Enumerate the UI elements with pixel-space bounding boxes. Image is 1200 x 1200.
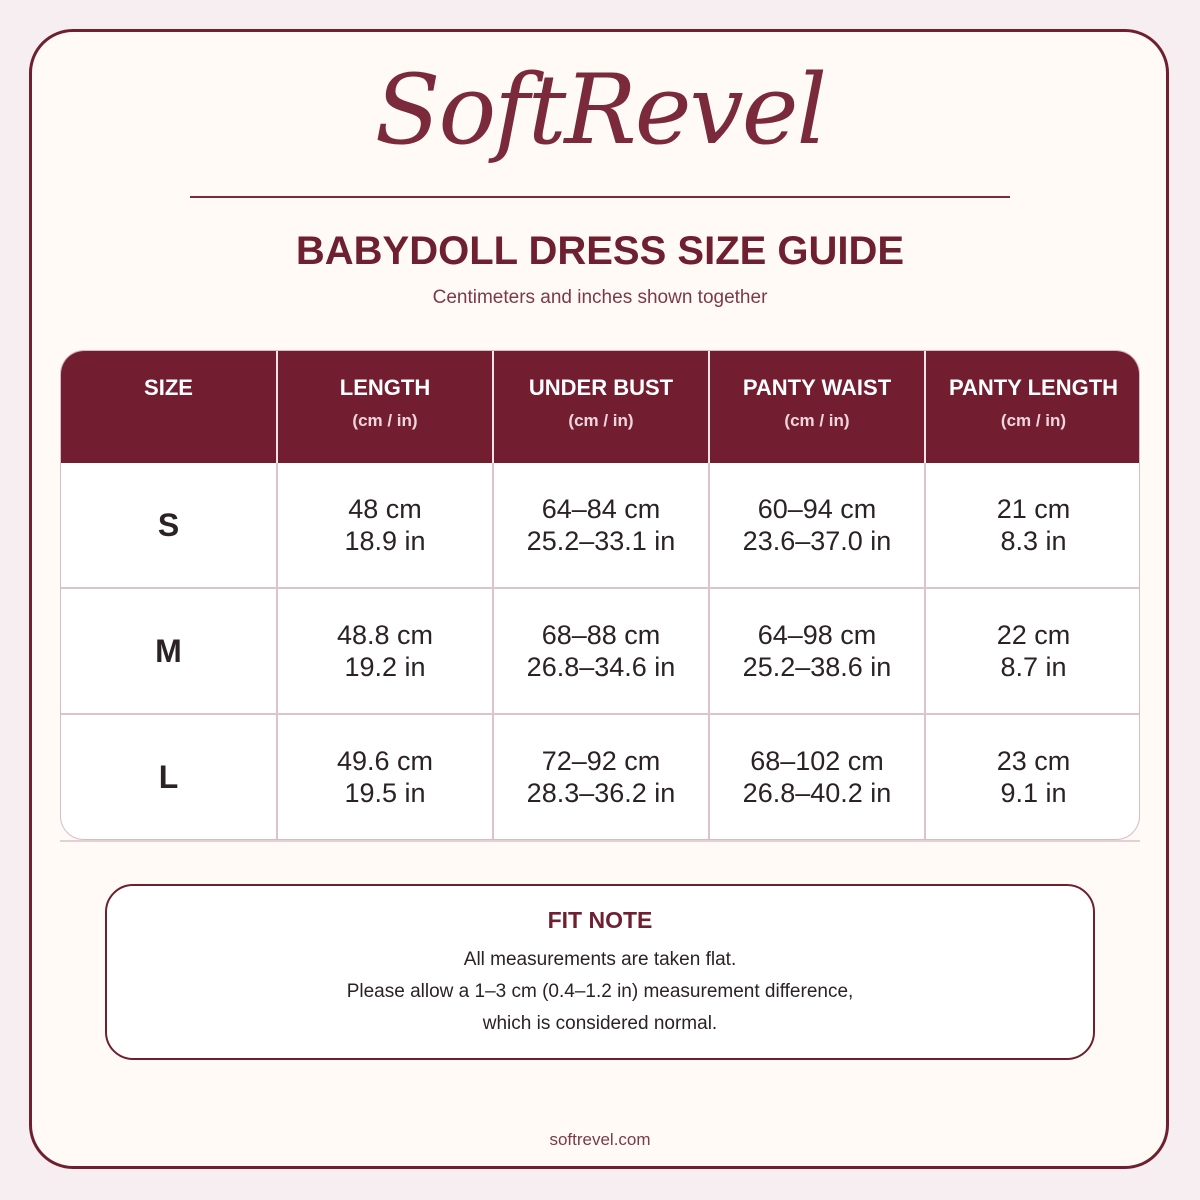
panty-waist-cell (709, 588, 925, 714)
under-bust-cell (493, 714, 709, 839)
value-in: 25.2–33.1 in (526, 526, 676, 556)
column-header-size (61, 351, 277, 463)
page-subtitle: Centimeters and inches shown together (432, 287, 768, 308)
page-title: BABYDOLL DRESS SIZE GUIDE (295, 229, 905, 273)
under-bust-cell (493, 463, 709, 588)
value-in: 25.2–38.6 in (742, 652, 892, 682)
fit-note-line: All measurements are taken flat. (463, 949, 737, 970)
column-header-unit: (cm / in) (352, 411, 418, 430)
header-divider (190, 196, 1010, 198)
size-table (61, 351, 1140, 839)
table-row-s (61, 463, 1140, 588)
table-row-l (61, 714, 1140, 839)
value-cm: 22 cm (996, 620, 1071, 650)
value-in: 8.7 in (1000, 652, 1067, 682)
fit-note-title: FIT NOTE (547, 907, 653, 933)
length-cell (277, 588, 493, 714)
column-header-panty-waist (709, 351, 925, 463)
fit-note-box (105, 884, 1095, 1060)
panty-length-cell (925, 463, 1140, 588)
brand-logo: SoftRevel (374, 54, 826, 166)
column-header-unit: (cm / in) (568, 411, 634, 430)
column-header-length (277, 351, 493, 463)
column-header-panty-length (925, 351, 1140, 463)
value-cm: 48 cm (348, 494, 422, 524)
fit-note-line: which is considered normal. (482, 1013, 718, 1034)
size-cell: M (61, 588, 277, 714)
value-cm: 64–98 cm (757, 620, 877, 650)
length-cell (277, 463, 493, 588)
length-cell (277, 714, 493, 839)
column-header-unit: (cm / in) (1000, 411, 1067, 430)
value-cm: 68–102 cm (750, 746, 884, 776)
value-in: 26.8–34.6 in (526, 652, 676, 682)
size-cell: S (157, 506, 180, 543)
column-header-label: UNDER BUST (528, 375, 674, 400)
panty-length-cell (925, 714, 1140, 839)
value-in: 19.2 in (344, 652, 426, 682)
column-header-label: PANTY LENGTH (948, 375, 1119, 400)
size-table-container (60, 350, 1140, 840)
value-in: 23.6–37.0 in (742, 526, 892, 556)
column-header-label: PANTY WAIST (742, 375, 892, 400)
table-underline (60, 840, 1140, 842)
under-bust-cell (493, 588, 709, 714)
column-header-label: SIZE (144, 375, 193, 400)
value-in: 19.5 in (344, 778, 426, 808)
column-header-label: LENGTH (339, 375, 431, 400)
value-cm: 64–84 cm (541, 494, 661, 524)
panty-length-cell (925, 588, 1140, 714)
fit-note-line: Please allow a 1–3 cm (0.4–1.2 in) measurement difference, (346, 981, 854, 1002)
value-cm: 68–88 cm (541, 620, 661, 650)
value-in: 26.8–40.2 in (742, 778, 892, 808)
table-header-row (61, 351, 1140, 463)
fit-note-text (107, 944, 1093, 1040)
value-cm: 49.6 cm (336, 746, 434, 776)
panty-waist-cell (709, 463, 925, 588)
value-cm: 60–94 cm (757, 494, 877, 524)
column-header-under-bust (493, 351, 709, 463)
column-header-unit: (cm / in) (784, 411, 850, 430)
table-row-m (61, 588, 1140, 714)
value-in: 9.1 in (1000, 778, 1067, 808)
panty-waist-cell (709, 714, 925, 839)
size-cell: L (61, 714, 277, 839)
value-in: 8.3 in (1000, 526, 1067, 556)
value-cm: 21 cm (996, 494, 1071, 524)
website-footer: softrevel.com (549, 1130, 651, 1149)
value-cm: 48.8 cm (336, 620, 434, 650)
value-cm: 72–92 cm (541, 746, 661, 776)
value-cm: 23 cm (996, 746, 1071, 776)
value-in: 28.3–36.2 in (526, 778, 676, 808)
value-in: 18.9 in (344, 526, 426, 556)
